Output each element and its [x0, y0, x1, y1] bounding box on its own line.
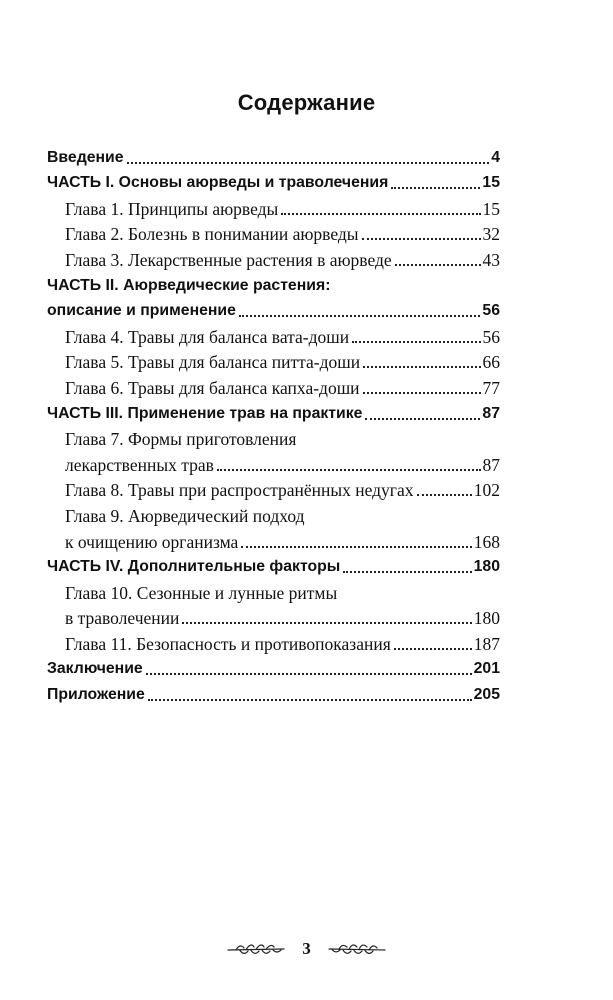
toc-entry-title: Глава 11. Безопасность и противопоказания — [65, 633, 391, 654]
toc-entry-page: 87 — [482, 404, 500, 422]
toc-entry[interactable] — [47, 655, 500, 681]
toc-dot-leader — [217, 469, 481, 471]
page-number: 3 — [302, 939, 311, 958]
toc-dot-leader — [281, 213, 480, 215]
toc-entry-title: Глава 4. Травы для баланса вата-доши — [65, 326, 350, 347]
toc-entry-page: 201 — [473, 660, 500, 678]
toc-entry[interactable] — [47, 476, 500, 502]
toc-entry-page: 15 — [482, 198, 500, 219]
toc-entry[interactable] — [47, 629, 500, 655]
toc-dot-leader — [239, 315, 480, 317]
toc-dot-leader — [395, 264, 481, 266]
toc-dot-leader — [127, 162, 490, 164]
toc-entry[interactable] — [47, 322, 500, 348]
toc-dot-leader — [417, 494, 472, 496]
toc-entry-page: 187 — [473, 633, 500, 654]
toc-dot-leader — [146, 673, 472, 675]
table-of-contents — [47, 143, 500, 706]
toc-entry-page: 77 — [482, 377, 500, 398]
toc-entry[interactable] — [47, 450, 500, 476]
toc-entry-title: Глава 3. Лекарственные растения в аюрведе — [65, 249, 392, 270]
toc-entry[interactable] — [47, 553, 500, 579]
toc-entry-page: 4 — [491, 148, 500, 166]
toc-entry[interactable] — [47, 399, 500, 425]
toc-dot-leader — [362, 238, 481, 240]
toc-entry-title: Глава 10. Сезонные и лунные ритмы — [65, 582, 338, 603]
toc-entry-page: 87 — [482, 454, 500, 475]
toc-entry-title: лекарственных трав — [65, 454, 214, 475]
toc-entry[interactable] — [47, 527, 500, 553]
toc-entry[interactable] — [47, 348, 500, 374]
toc-entry[interactable] — [47, 271, 500, 297]
toc-entry-page: 180 — [473, 608, 500, 629]
page-title: Содержание — [237, 90, 376, 115]
toc-entry[interactable] — [47, 373, 500, 399]
toc-entry[interactable] — [47, 604, 500, 630]
toc-entry[interactable] — [47, 425, 500, 451]
toc-entry-page: 180 — [473, 558, 500, 576]
sprig-ornament-left-icon — [226, 939, 288, 959]
toc-dot-leader — [394, 648, 472, 650]
toc-entry[interactable] — [47, 297, 500, 323]
toc-entry-title: описание и применение — [47, 302, 236, 320]
toc-entry-title: в траволечении — [65, 608, 180, 629]
toc-dot-leader — [148, 699, 472, 701]
sprig-ornament-right-icon — [325, 939, 387, 959]
toc-entry-page: 66 — [482, 352, 500, 373]
toc-entry-title: Приложение — [47, 686, 145, 704]
toc-entry[interactable] — [47, 194, 500, 220]
toc-dot-leader — [352, 341, 480, 343]
toc-dot-leader — [363, 366, 480, 368]
toc-entry[interactable] — [47, 680, 500, 706]
toc-entry-title: Глава 9. Аюрведический подход — [65, 505, 305, 526]
toc-dot-leader — [365, 418, 480, 420]
toc-entry-page: 168 — [473, 531, 500, 552]
toc-entry[interactable] — [47, 220, 500, 246]
toc-entry-title: ЧАСТЬ IV. Дополнительные факторы — [47, 558, 341, 576]
toc-entry[interactable] — [47, 245, 500, 271]
toc-entry-title: Глава 2. Болезнь в понимании аюрведы — [65, 224, 359, 245]
toc-entry-title: Глава 1. Принципы аюрведы — [65, 198, 279, 219]
toc-entry[interactable] — [47, 578, 500, 604]
toc-entry-page: 56 — [482, 302, 500, 320]
toc-entry-page: 15 — [482, 174, 500, 192]
toc-dot-leader — [363, 392, 481, 394]
toc-entry-title: Глава 6. Травы для баланса капха-доши — [65, 377, 360, 398]
toc-entry-title: Глава 8. Травы при распространённых недугах — [65, 480, 414, 501]
toc-entry[interactable] — [47, 169, 500, 195]
toc-entry-title: Введение — [47, 148, 124, 166]
toc-dot-leader — [343, 571, 471, 573]
toc-entry-page: 205 — [473, 686, 500, 704]
toc-entry-title: ЧАСТЬ II. Аюрведические растения: — [47, 276, 331, 294]
toc-entry-title: Глава 5. Травы для баланса питта-доши — [65, 352, 361, 373]
toc-dot-leader — [391, 187, 480, 189]
toc-entry-title: Заключение — [47, 660, 143, 678]
toc-entry-title: ЧАСТЬ I. Основы аюрведы и траволечения — [47, 174, 389, 192]
toc-entry[interactable] — [47, 501, 500, 527]
toc-entry[interactable] — [47, 143, 500, 169]
toc-dot-leader — [182, 622, 471, 624]
toc-entry-page: 32 — [482, 224, 500, 245]
toc-entry-title: ЧАСТЬ III. Применение трав на практике — [47, 404, 363, 422]
toc-entry-page: 43 — [482, 249, 500, 270]
page-footer — [0, 937, 613, 961]
toc-entry-title: Глава 7. Формы приготовления — [65, 429, 297, 450]
toc-entry-title: к очищению организма — [65, 531, 239, 552]
toc-dot-leader — [241, 546, 471, 548]
toc-entry-page: 102 — [473, 480, 500, 501]
toc-entry-page: 56 — [482, 326, 500, 347]
